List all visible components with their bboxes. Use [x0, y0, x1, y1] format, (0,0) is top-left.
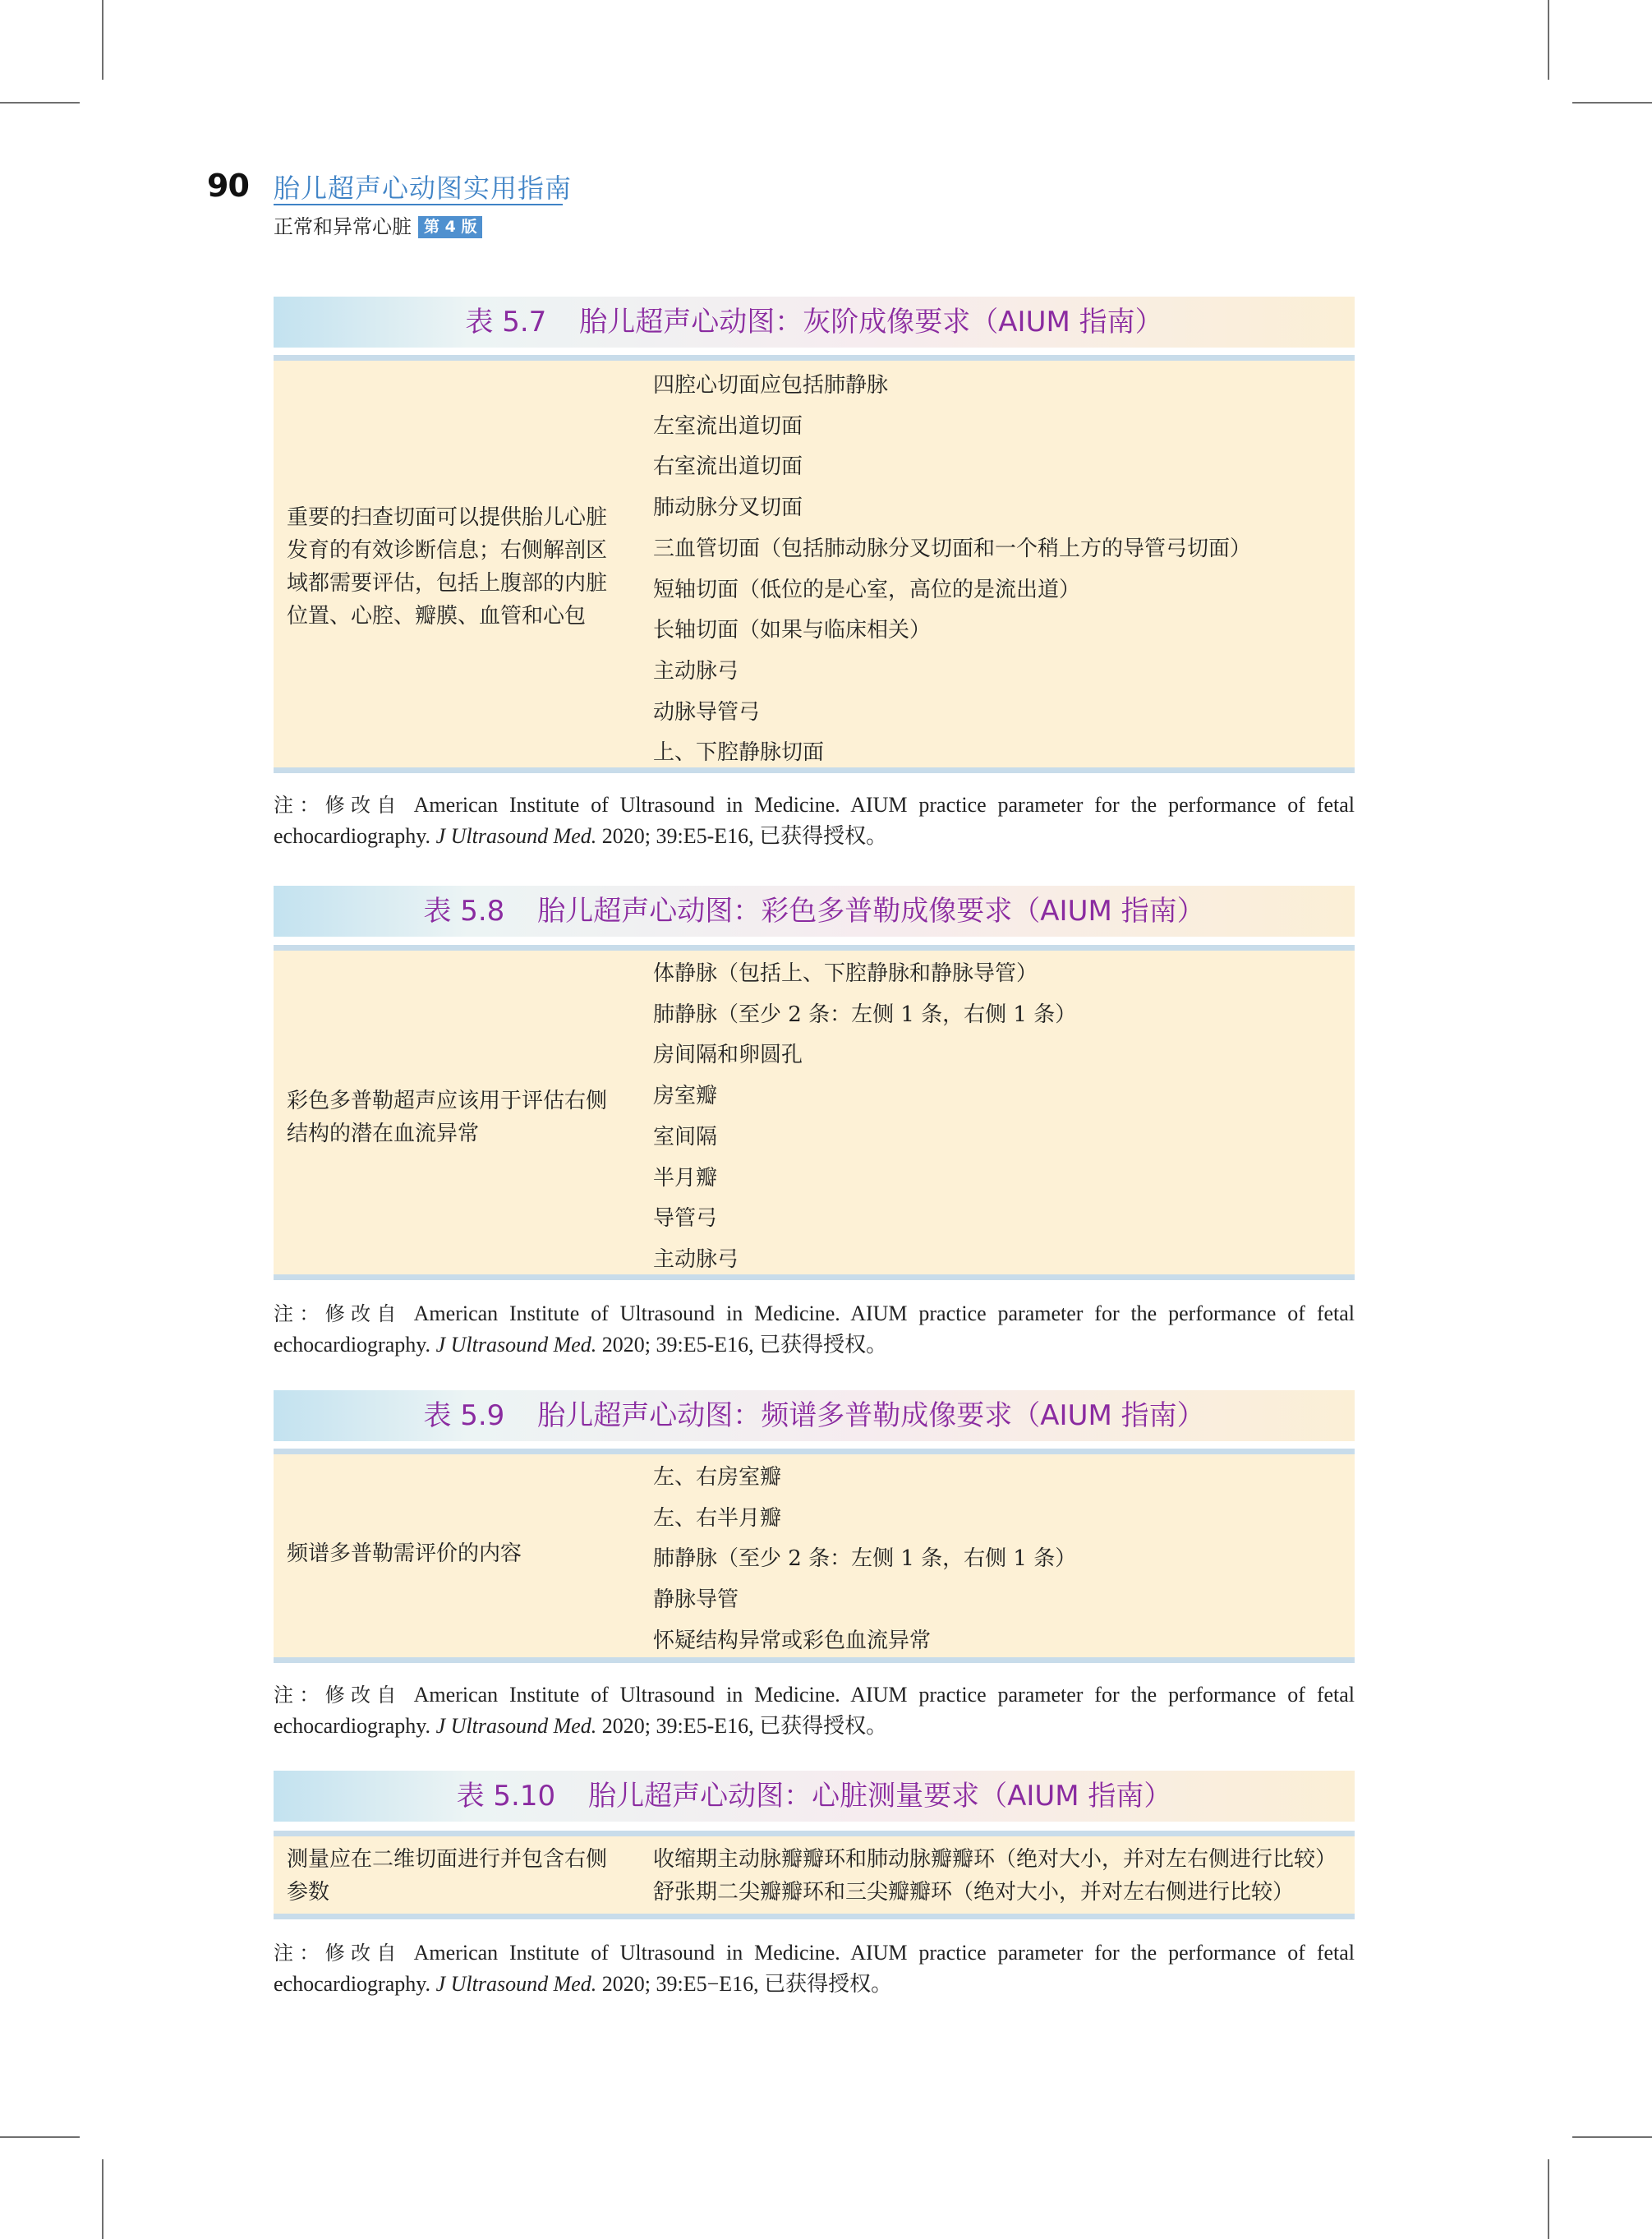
note-text: American Institute of Ultrasound in Medicine. AIUM practice parameter for the performance of fetal echocardiography. [274, 1683, 1355, 1738]
table-body [274, 1831, 1355, 1919]
table-caption: 胎儿超声心动图：彩色多普勒成像要求（AIUM 指南） [537, 895, 1205, 928]
left-line: 彩色多普勒超声应该用于评估右侧 [287, 1089, 608, 1113]
table-body [274, 1449, 1355, 1663]
table-note [274, 1679, 1355, 1741]
table-item: 导管弓 [653, 1206, 718, 1232]
left-line: 重要的扫查切面可以提供胎儿心脏 [287, 505, 608, 530]
subtitle-text: 正常和异常心脏 [274, 215, 412, 238]
table-item: 静脉导管 [653, 1587, 739, 1613]
table-item: 右室流出道切面 [653, 454, 803, 480]
table-item: 左、右半月瓣 [653, 1505, 782, 1531]
note-journal: J Ultrasound Med. [435, 1714, 597, 1738]
note-text: American Institute of Ultrasound in Medicine. AIUM practice parameter for the performance of fetal echocardiography. [274, 1301, 1355, 1357]
table-caption: 胎儿超声心动图：心脏测量要求（AIUM 指南） [588, 1780, 1172, 1813]
table-number: 表 5.7 [465, 306, 547, 339]
table-item: 四腔心切面应包括肺静脉 [653, 373, 889, 398]
table-left-cell [287, 1843, 624, 1909]
left-line: 位置、心腔、瓣膜、血管和心包 [287, 604, 587, 629]
table-right-cell [653, 1843, 1346, 1909]
table-note [274, 790, 1355, 851]
note-text: American Institute of Ultrasound in Medicine. AIUM practice parameter for the performance of fetal echocardiography. [274, 1941, 1355, 1996]
table-title [274, 1771, 1355, 1822]
crop-mark [0, 102, 80, 104]
table-item: 长轴切面（如果与临床相关） [653, 618, 932, 643]
table-item: 房室瓣 [653, 1084, 718, 1109]
note-citation: 2020; 39:E5-E16, 已获得授权。 [601, 1714, 888, 1738]
crop-mark [1572, 2136, 1652, 2138]
left-line: 结构的潜在血流异常 [287, 1122, 480, 1146]
table-note [274, 1937, 1355, 1999]
book-subtitle [274, 210, 482, 239]
note-journal: J Ultrasound Med. [435, 824, 597, 848]
crop-mark [1548, 0, 1549, 80]
table-item: 室间隔 [653, 1124, 718, 1149]
table-item: 主动脉弓 [653, 658, 739, 684]
table-item: 动脉导管弓 [653, 699, 761, 725]
note-citation: 2020; 39:E5-E16, 已获得授权。 [601, 1333, 888, 1357]
note-text: American Institute of Ultrasound in Medicine. AIUM practice parameter for the performance of fetal echocardiography. [274, 793, 1355, 848]
table-title [274, 297, 1355, 348]
header-rule [274, 204, 563, 205]
table-body [274, 945, 1355, 1280]
table-item: 肺静脉（至少 2 条：左侧 1 条，右侧 1 条） [653, 1002, 1077, 1027]
table-item: 房间隔和卵圆孔 [653, 1043, 803, 1068]
table-caption: 胎儿超声心动图：灰阶成像要求（AIUM 指南） [579, 306, 1163, 339]
table-right-cell [653, 366, 1346, 774]
book-title: 胎儿超声心动图实用指南 [274, 173, 573, 204]
table-right-cell [653, 1458, 1346, 1662]
table-left-cell [287, 1085, 624, 1150]
table-right-cell [653, 954, 1346, 1281]
left-line: 参数 [287, 1880, 330, 1905]
table-number: 表 5.8 [423, 895, 505, 928]
table-item: 肺静脉（至少 2 条：左侧 1 条，右侧 1 条） [653, 1546, 1077, 1572]
left-line: 域都需要评估，包括上腹部的内脏 [287, 571, 608, 596]
table-left-cell [287, 501, 624, 633]
table-body [274, 355, 1355, 773]
crop-mark [1548, 2159, 1549, 2239]
crop-mark [102, 0, 104, 80]
table-item: 主动脉弓 [653, 1246, 739, 1272]
table-left-cell [287, 1537, 624, 1570]
table-item: 怀疑结构异常或彩色血流异常 [653, 1628, 932, 1653]
table-item: 舒张期二尖瓣瓣环和三尖瓣瓣环（绝对大小，并对左右侧进行比较） [653, 1880, 1295, 1905]
table-item: 三血管切面（包括肺动脉分叉切面和一个稍上方的导管弓切面） [653, 536, 1252, 561]
table-item: 半月瓣 [653, 1165, 718, 1191]
table-title [274, 886, 1355, 937]
note-prefix: 注：修改自 [274, 1302, 403, 1325]
note-prefix: 注：修改自 [274, 794, 403, 817]
left-line: 测量应在二维切面进行并包含右侧 [287, 1847, 608, 1872]
table-caption: 胎儿超声心动图：频谱多普勒成像要求（AIUM 指南） [537, 1399, 1205, 1432]
crop-mark [0, 2136, 80, 2138]
crop-mark [102, 2159, 104, 2239]
note-citation: 2020; 39:E5-E16, 已获得授权。 [601, 824, 888, 848]
note-citation: 2020; 39:E5−E16, 已获得授权。 [601, 1972, 893, 1996]
left-line: 频谱多普勒需评价的内容 [287, 1541, 522, 1566]
crop-mark [1572, 102, 1652, 104]
table-note [274, 1298, 1355, 1360]
table-number: 表 5.10 [456, 1780, 556, 1813]
table-item: 左、右房室瓣 [653, 1465, 782, 1490]
table-item: 左室流出道切面 [653, 413, 803, 439]
note-journal: J Ultrasound Med. [435, 1972, 597, 1996]
edition-badge: 第 4 版 [418, 216, 482, 238]
note-journal: J Ultrasound Med. [435, 1333, 597, 1357]
table-item: 肺动脉分叉切面 [653, 495, 803, 521]
table-item: 短轴切面（低位的是心室，高位的是流出道） [653, 577, 1081, 602]
page-number: 90 [207, 168, 249, 204]
table-item: 上、下腔静脉切面 [653, 740, 825, 766]
note-prefix: 注：修改自 [274, 1684, 403, 1707]
table-title [274, 1390, 1355, 1441]
table-item: 收缩期主动脉瓣瓣环和肺动脉瓣瓣环（绝对大小，并对左右侧进行比较） [653, 1847, 1337, 1872]
table-item: 体静脉（包括上、下腔静脉和静脉导管） [653, 961, 1038, 986]
table-number: 表 5.9 [423, 1399, 505, 1432]
left-line: 发育的有效诊断信息；右侧解剖区 [287, 538, 608, 563]
note-prefix: 注：修改自 [274, 1942, 403, 1965]
